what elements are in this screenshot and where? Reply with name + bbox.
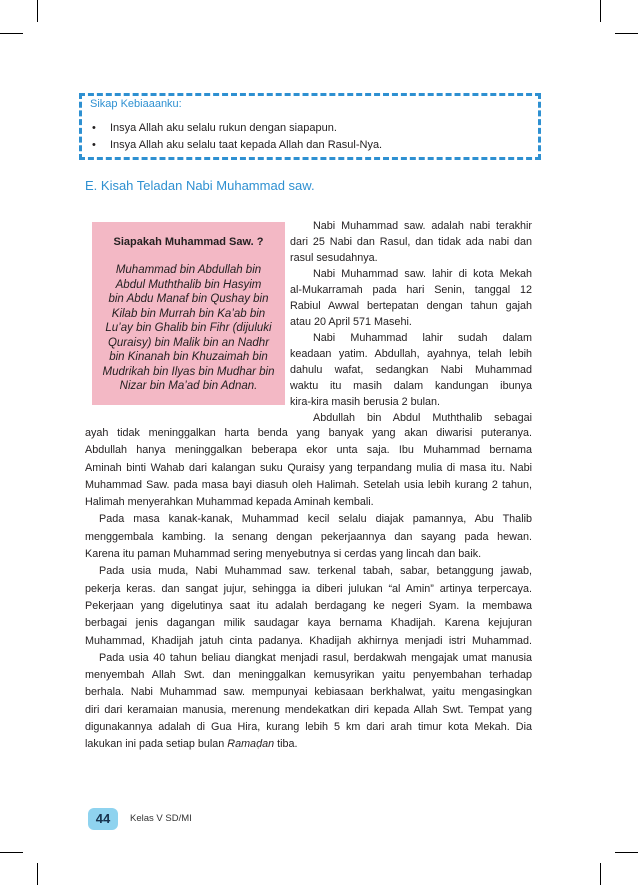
story-line: rasul sesudahnya. <box>290 252 378 264</box>
story-line: diri dari keramaian manusia, merenung mendekatkan diri kepada Allah Swt. Tempat yang <box>85 703 532 716</box>
story-body <box>85 425 532 754</box>
story-paragraph <box>290 218 532 266</box>
attitude-list-item <box>92 120 538 137</box>
story-paragraph <box>85 650 532 754</box>
story-line: Karena itu paman Muhammad sering menyebutnya si cerdas yang lincah dan baik. <box>85 548 482 561</box>
story-line: waktu itu masih dalam kandungan ibunya <box>290 380 532 392</box>
info-box-line: Abdul Muththalib bin Hasyim <box>115 278 262 291</box>
attitude-box-title: Sikap Kebiaaanku: <box>90 98 182 110</box>
attitude-list-item-text: Insya Allah aku selalu taat kepada Allah dan Rasul-Nya. <box>110 139 383 151</box>
info-box-line: Nizar bin Ma’ad bin Adnan. <box>119 380 258 392</box>
section-heading: E. Kisah Teladan Nabi Muhammad saw. <box>85 178 315 193</box>
story-line: Pada usia 40 tahun beliau diangkat menjadi rasul, berdakwah mengajak umat manusia <box>99 651 532 664</box>
crop-mark-top-left-vertical <box>37 0 38 22</box>
story-line: Pekerjaan yang digelutinya saat itu adalah berdagang ke negeri Syam. Ia membawa <box>85 599 532 612</box>
story-closing-line <box>85 736 532 753</box>
info-box-title: Siapakah Muhammad Saw. ? <box>113 236 264 248</box>
crop-mark-top-right-vertical <box>600 0 601 22</box>
attitude-list-item <box>92 137 538 154</box>
story-line: digunakannya adalah di Gua Hira, kurang lebih 5 km dari arah timur kota Mekah. Dia <box>85 721 532 734</box>
story-line: berhala. Nabi Muhammad saw. mempunyai kebiasaan berkhalwat, yaitu mengasingkan <box>85 686 532 699</box>
story-line: Pada masa kanak-kanak, Muhammad kecil selalu diajak pamannya, Abu Thalib <box>99 513 532 526</box>
story-line: berbagai jenis dagangan milik saudagar kaya bernama Khadijah. Karena kejujuran <box>85 617 532 630</box>
attitude-box <box>79 93 541 160</box>
story-column <box>290 218 532 426</box>
crop-mark-top-left-horizontal <box>0 33 23 34</box>
story-line: Muhammad Saw. pada masa bayi diasuh oleh Halimah. Setelah usia lebih kurang 2 tahun, <box>85 478 532 491</box>
bullet-icon: • <box>92 122 96 134</box>
story-line: Nabi Muhammad saw. lahir di kota Mekah <box>313 268 532 280</box>
closing-line-start: lakukan ini pada setiap bulan <box>85 738 225 751</box>
crop-mark-bottom-left-horizontal <box>0 852 23 853</box>
story-line: Aminah binti Wahab dari kalangan suku Quraisy yang terpandang mulia di masa itu. Nabi <box>85 461 532 474</box>
story-paragraph <box>290 330 532 410</box>
info-box-line: Mudrikah bin Ilyas bin Mudhar bin <box>102 365 275 378</box>
info-box-line: Muhammad bin Abdullah bin <box>115 264 262 276</box>
story-line: al-Mukarramah pada hari Senin, tanggal 12 <box>290 284 532 296</box>
info-box-line: Quraisy) bin Malik bin an Nadhr <box>107 336 270 349</box>
story-line: menyembah Allah Swt. dan meninggalkan kemusyrikan yaitu penyembahan terhadap <box>85 669 532 682</box>
story-line: Muhammad, Khadijah jatuh cinta padanya. Khadijah akhirnya menjadi istri Muhammad. <box>85 634 532 647</box>
bullet-icon: • <box>92 139 96 151</box>
info-box-line: Kilab bin Murrah bin Ka’ab bin <box>111 307 266 320</box>
story-line: atau 20 April 571 Masehi. <box>290 316 412 328</box>
story-paragraph <box>290 266 532 330</box>
story-line: ayah tidak meninggalkan harta benda yang banyak yang akan diwarisi puteranya. <box>85 427 532 439</box>
crop-mark-bottom-right-vertical <box>600 863 601 885</box>
story-paragraph <box>85 511 532 563</box>
story-paragraph <box>85 425 532 511</box>
story-line: Nabi Muhammad saw. adalah nabi terakhir <box>313 220 532 232</box>
story-paragraph <box>85 563 532 649</box>
info-box <box>92 222 285 405</box>
story-line: dari 25 Nabi dan Rasul, dan tidak ada nabi dan <box>290 236 532 248</box>
attitude-list <box>92 120 538 154</box>
closing-line-emphasis: Ramaḍan <box>227 738 275 751</box>
story-line: Pada usia muda, Nabi Muhammad saw. terkenal tabah, sabar, betanggung jawab, <box>99 565 532 578</box>
story-line: menggembala kambing. Ia senang dengan pekerjaannya dan sayang pada hewan. <box>85 530 532 543</box>
closing-line-end: tiba. <box>277 738 298 751</box>
story-line: pekerja keras. dan sangat jujur, sehingga ia diberi julukan “al Amin” artinya terpercaya. <box>85 582 532 595</box>
story-line: kira-kira masih berusia 2 bulan. <box>290 396 441 408</box>
story-line: keadaan yatim. Abdullah, ayahnya, telah lebih <box>290 348 532 360</box>
story-line: Rabiul Awwal bertepatan dengan tahun gajah <box>290 300 532 312</box>
crop-mark-bottom-right-horizontal <box>615 852 638 853</box>
story-paragraph <box>290 410 532 426</box>
story-line: Nabi Muhammad lahir sudah dalam <box>313 332 532 344</box>
story-line: dahulu wafat, sedangkan Nabi Muhammad <box>290 364 532 376</box>
story-line: Abdullah bin Abdul Muththalib sebagai <box>313 412 532 424</box>
info-box-line: bin Abdu Manaf bin Qushay bin <box>108 293 269 305</box>
story-line: Abdullah hanya meninggalkan beberapa ekor unta saja. Ibu Muhammad bernama <box>85 444 532 457</box>
crop-mark-bottom-left-vertical <box>37 863 38 885</box>
page-number: 44 <box>88 808 118 830</box>
info-box-line: Lu’ay bin Ghalib bin Fihr (dijuluki <box>105 322 272 334</box>
story-line: Halimah menyerahkan Muhammad kepada Aminah kembali. <box>85 496 374 509</box>
info-box-line: bin Kinanah bin Khuzaimah bin <box>109 351 268 363</box>
footer-class-label: Kelas V SD/MI <box>130 813 192 824</box>
attitude-list-item-text: Insya Allah aku selalu rukun dengan siapapun. <box>110 122 337 134</box>
crop-mark-top-right-horizontal <box>615 33 638 34</box>
